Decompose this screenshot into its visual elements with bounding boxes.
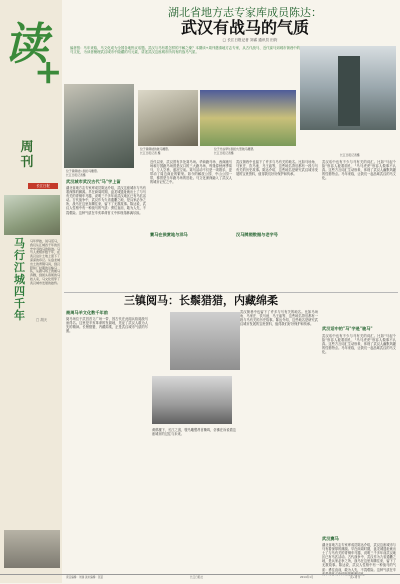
logo-char: 读 <box>4 19 48 70</box>
side-photo <box>4 195 60 235</box>
section-head-3: 赛马在侯赏地与洋马 <box>150 232 188 237</box>
footer-page: 读+周刊 <box>350 576 360 579</box>
section-head-2: 商周马羊文化数千年前 <box>66 310 108 315</box>
col1-text: 湖北省地方志专家库成员陈达介绍，武汉这座城市与马有着深厚的渊源。早在商周时期，盘龙城遗址就出土了与马有关的青铜车马器，说明三千多年前武汉地区已有马匹活动。古代战争中，武汉作为九省通衢之地，是兵家必争之所，战马在这里奔腾往来，留下了无数故事。陈达说，武汉人性格中有一种战马的气质：勇往直前，敢为人先，不畏艰险。这种气质在辛亥革命首义中体现得淋漓尽致。 <box>66 186 146 215</box>
weekly-label: 周刊 <box>20 140 34 170</box>
col3-text: 武汉街巷中也留下了许多与马有关的地名。比如马场角、马家庄、饮马池、马王庙等，这些地名背后都有一段与马有关的历史故事。陈达介绍，这些地名是研究武汉城市发展的宝贵资料，值得我们好好保护和传承。 <box>236 160 318 177</box>
footer-mid: 长江日报社 <box>190 576 203 579</box>
reading-plus-logo <box>4 19 63 114</box>
photo-old-building <box>170 312 240 370</box>
caption-1: 位于黄鹤楼公园的马雕塑。 <box>66 169 100 173</box>
header-subtitle: 湖北省地方志专家库成员陈达： <box>168 6 322 19</box>
footer-left: 责任编辑：刘睿 美术编辑：张苗 <box>66 576 104 579</box>
section-divider <box>64 292 398 293</box>
page-title: 武汉有战马的气质 <box>180 18 309 37</box>
photo-horse-statue-2 <box>138 90 198 146</box>
top-right-photo <box>300 46 396 130</box>
editor-note: 编者按：马年来临，马文化成为全国各地热议话题。武汉与马有着怎样的不解之缘？本期读+周刊邀请地方志专家，从古代战马、近代赛马到城市街巷中的马文化，为读者梳理武汉城市中隐藏的马元素，讲述武汉这座城市所具有的战马气质。 <box>70 46 301 55</box>
side-article-body: 马年伊始，说马话马，我们从江城四千年的历史中寻找马的踪迹。马与人类相伴数千年，在武汉这片土地上留下了深深的印记。从盘龙城出土的青铜马具，到汉阳铁厂时期的运输马队，从跑马场上的骏马奔腾，到街头巷尾的马姓人家，马文化贯穿了武汉城市发展的始终。 <box>30 239 61 285</box>
side-article-author: □ 胡天 <box>36 318 48 322</box>
photo-horse-statue-3 <box>200 90 296 146</box>
mid-col4-tail: 湖北省地方志专家库成员陈达介绍，武汉这座城市与马有着深厚的渊源。早在商周时期，盘龙城遗址就出土了与马有关的青铜车马器，说明三千多年前武汉地区已有马匹活动。古代战争中，武汉作为九省通衢之地，是兵家必争之所，战马在这里奔腾往来，留下了无数故事。陈达说，武汉人性格中有一种战马的气质：勇往直前，敢为人先，不畏艰险。这种气质在辛亥革命首义中体现得淋漓尽致。 <box>322 543 396 576</box>
side-photo-bottom <box>4 530 60 568</box>
caption-3-credit: 长江日报记者摄 <box>214 151 234 155</box>
caption-1-credit: 长江日报记者摄 <box>66 173 86 177</box>
paper-badge: 长江日报 <box>28 183 58 189</box>
photo-historical <box>152 376 232 424</box>
mid-article-title: 三镇阅马：长鬃猎猎，内藏绵柔 <box>124 294 278 307</box>
side-article-title: 马行江城四千年 <box>14 237 25 322</box>
col2-text: 近代以来，武汉曾有多处赛马场。华商跑马场、西商跑马场和万国跑马场曾是汉口的三大跑马场，每逢春秋两季赛马，万人空巷，盛况空前。赛马活动不仅是一项娱乐，更带动了周边商业的繁荣。如今的解放公园、中山公园一带，都曾是当年跑马场的旧址。马文化深深融入了武汉人的城市记忆之中。 <box>150 160 232 185</box>
caption-2-credit: 长江日报记者 摄 <box>140 151 161 155</box>
caption-3: 位于光谷梦乐园的大型骏马雕塑。 <box>214 147 256 151</box>
header-byline: □ 长江日报记者 刘睿 通讯员 田钧 <box>222 38 278 42</box>
logo-plus: + <box>34 52 63 92</box>
footer-right: 2014年1月 <box>300 576 314 579</box>
mid-col2-text: 黄鹤楼下，长江之滨，骏马雕塑昂首嘶鸣，仿佛在诉说着这座城市的过往与未来。 <box>152 428 236 437</box>
section-head-5: 武汉赛马 <box>322 536 339 541</box>
section-head-1: 武汉城市武汉古代"马"字上留 <box>66 179 121 184</box>
section-head-4: 汉马牌照数据与老字号 <box>236 232 278 237</box>
caption-2: 位于黄鹤楼的骏马雕塑。 <box>140 147 171 151</box>
mid-col4-text: 武汉话中也有不少与马有关的词汇。比如"马起个脸"形容人板着面孔，"马马虎虎"形容人做事不认真。这些方言词汇生动形象，体现了武汉人幽默风趣的性格特点。马年来临，让我们一起品味武汉的马文化。 <box>322 334 396 355</box>
col4-text: 武汉话中也有不少与马有关的词汇。比如"马起个脸"形容人板着面孔，"马马虎虎"形容人做事不认真。这些方言词汇生动形象，体现了武汉人幽默风趣的性格特点。马年来临，让我们一起品味武汉的马文化。 <box>322 160 396 181</box>
section-head-6: 武汉话中的"马"字是"骏马" <box>322 326 373 331</box>
photo-horse-statue-1 <box>64 84 134 168</box>
mid-col1-text: 阅马场位于武昌首义广场一带，因古代在此阅兵检阅战马而得名。这里是辛亥革命的发源地，见证了武汉人敢为人先的精神。长鬃猎猎，内藏绵柔，正是武汉城市气质的写照。 <box>66 317 148 334</box>
caption-4-credit: 长江日报记者摄 <box>340 153 360 157</box>
mid-col3-text: 武汉街巷中也留下了许多与马有关的地名。比如马场角、马家庄、饮马池、马王庙等，这些地名背后都有一段与马有关的历史故事。陈达介绍，这些地名是研究武汉城市发展的宝贵资料，值得我们好好保护和传承。 <box>240 310 318 327</box>
